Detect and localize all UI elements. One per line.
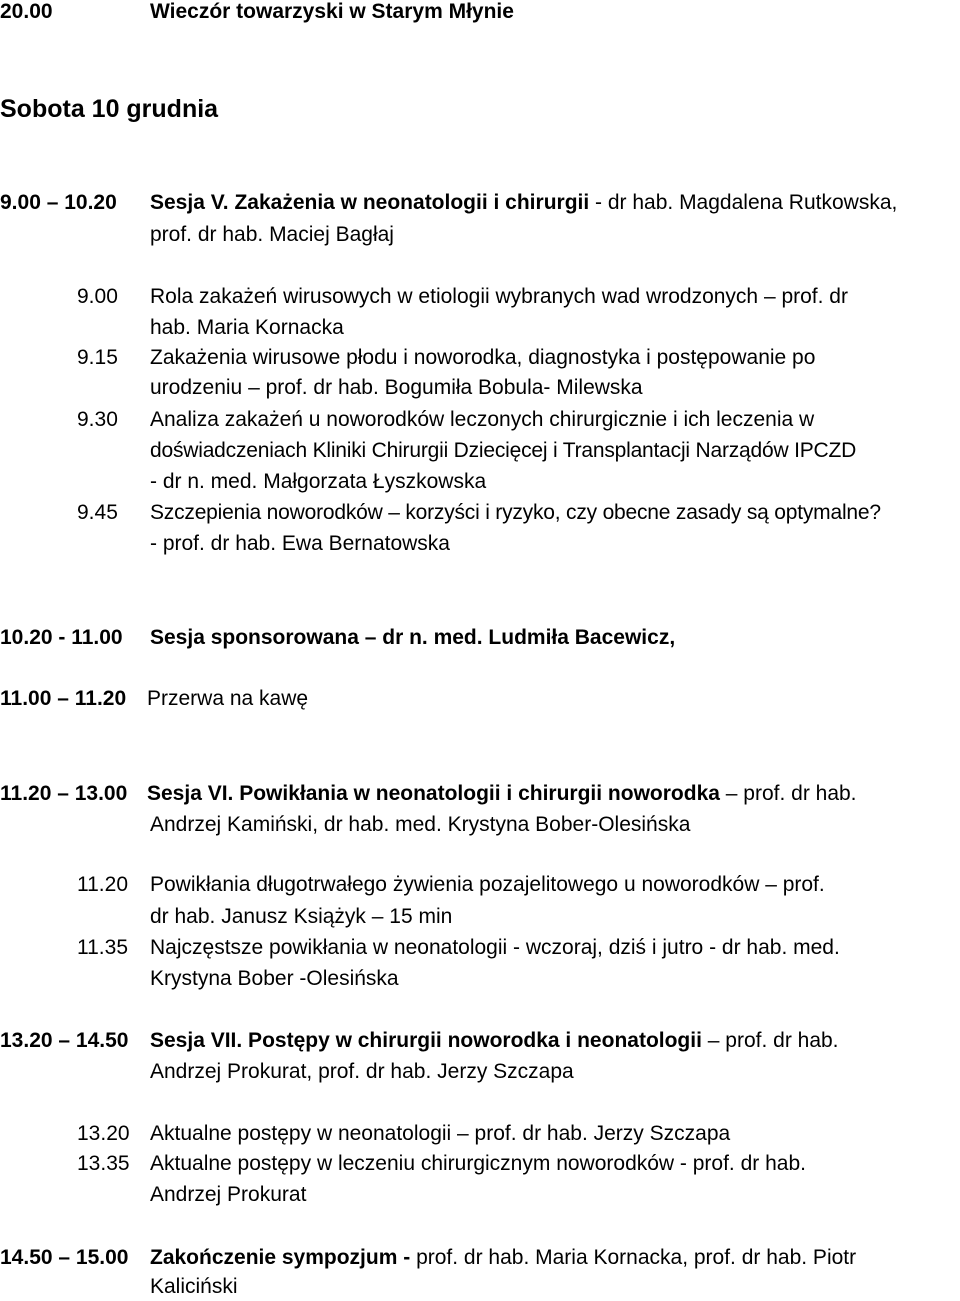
session6-chairs-1: – prof. dr hab. <box>719 782 857 805</box>
session6-title: Sesja VI. Powikłania w neonatologii i chirurgii noworodka <box>147 782 720 805</box>
session7-header <box>150 1027 839 1055</box>
talk-line: Zakażenia wirusowe płodu i noworodka, diagnostyka i postępowanie po <box>150 346 816 369</box>
talk-time: 11.20 <box>77 873 128 896</box>
talk-line: Szczepienia noworodków – korzyści i ryzyko, czy obecne zasady są optymalne? <box>150 501 881 524</box>
sponsored-time: 10.20 - 11.00 <box>0 626 123 649</box>
talk-line: Krystyna Bober -Olesińska <box>150 967 399 990</box>
session6-chairs-2: Andrzej Kamiński, dr hab. med. Krystyna Bober-Olesińska <box>150 813 691 836</box>
talk-time: 9.00 <box>77 285 118 308</box>
session7-title: Sesja VII. Postępy w chirurgii noworodka i neonatologii <box>150 1029 702 1052</box>
day-heading: Sobota 10 grudnia <box>0 95 219 123</box>
session5-time: 9.00 – 10.20 <box>0 191 117 214</box>
talk-line: Rola zakażeń wirusowych w etiologii wybranych wad wrodzonych – prof. dr <box>150 285 848 308</box>
talk-line: Najczęstsze powikłania w neonatologii - wczoraj, dziś i jutro - dr hab. med. <box>150 936 840 959</box>
talk-line: urodzeniu – prof. dr hab. Bogumiła Bobula- Milewska <box>150 376 643 399</box>
session6-header <box>147 780 857 808</box>
talk-line: dr hab. Janusz Książyk – 15 min <box>150 905 453 928</box>
session5-title: Sesja V. Zakażenia w neonatologii i chirurgii <box>150 191 590 214</box>
talk-time: 9.30 <box>77 408 118 431</box>
sponsored-title: Sesja sponsorowana – dr n. med. Ludmiła Bacewicz, <box>150 626 676 649</box>
session5-chairs-1: - dr hab. Magdalena Rutkowska, <box>589 191 898 214</box>
talk-time: 11.35 <box>77 936 128 959</box>
session7-chairs-1: – prof. dr hab. <box>701 1029 839 1052</box>
session6-time: 11.20 – 13.00 <box>0 782 128 805</box>
closing-header <box>150 1244 856 1272</box>
closing-title: Zakończenie sympozjum - <box>150 1246 411 1269</box>
closing-speakers-2: Kaliciński <box>150 1275 238 1298</box>
talk-line: - dr n. med. Małgorzata Łyszkowska <box>150 470 487 493</box>
talk-line: Powikłania długotrwałego żywienia pozajelitowego u noworodków – prof. <box>150 873 825 896</box>
talk-time: 13.20 <box>77 1122 130 1145</box>
talk-line: Aktualne postępy w leczeniu chirurgicznym noworodków - prof. dr hab. <box>150 1152 806 1175</box>
closing-speakers-1: prof. dr hab. Maria Kornacka, prof. dr hab. Piotr <box>410 1246 857 1269</box>
session7-chairs-2: Andrzej Prokurat, prof. dr hab. Jerzy Szczapa <box>150 1060 574 1083</box>
talk-line: Andrzej Prokurat <box>150 1183 307 1206</box>
coffee-time: 11.00 – 11.20 <box>0 687 127 710</box>
talk-time: 9.15 <box>77 346 118 369</box>
session7-time: 13.20 – 14.50 <box>0 1029 129 1052</box>
evening-title: Wieczór towarzyski w Starym Młynie <box>150 0 514 23</box>
talk-line: - prof. dr hab. Ewa Bernatowska <box>150 532 450 555</box>
session5-chairs-2: prof. dr hab. Maciej Bagłaj <box>150 223 394 246</box>
closing-time: 14.50 – 15.00 <box>0 1246 129 1269</box>
talk-line: doświadczeniach Kliniki Chirurgii Dziecięcej i Transplantacji Narządów IPCZD <box>150 439 857 462</box>
talk-time: 13.35 <box>77 1152 130 1175</box>
talk-line: hab. Maria Kornacka <box>150 316 344 339</box>
talk-time: 9.45 <box>77 501 118 524</box>
evening-time: 20.00 <box>0 0 53 23</box>
session5-header <box>150 189 897 217</box>
talk-line: Analiza zakażeń u noworodków leczonych chirurgicznie i ich leczenia w <box>150 408 815 431</box>
coffee-title: Przerwa na kawę <box>147 687 309 710</box>
talk-line: Aktualne postępy w neonatologii – prof. dr hab. Jerzy Szczapa <box>150 1122 731 1145</box>
